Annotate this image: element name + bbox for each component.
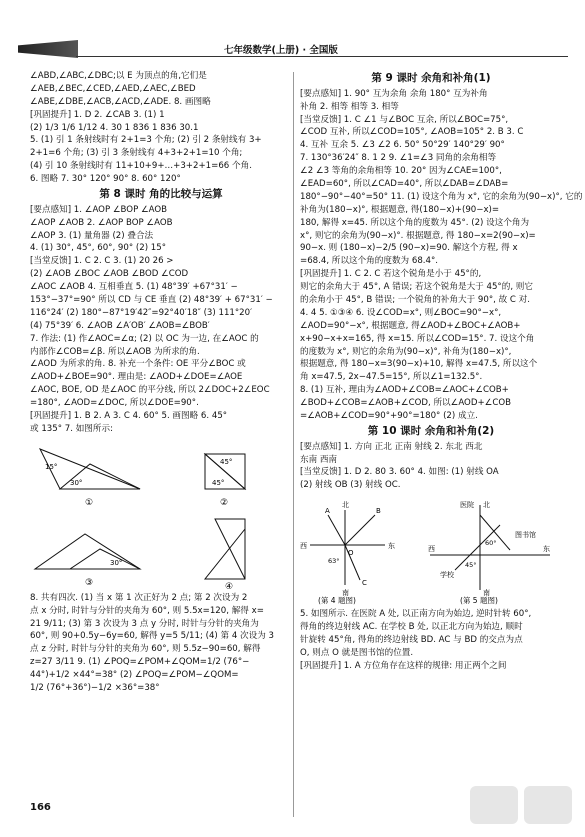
text-line: z=27 3/11 9. (1) ∠POQ=∠POM+∠QOM=1/2 (76°−: [30, 657, 250, 668]
text-line: ∠AOP ∠AOB 2. ∠AOP BOP ∠AOB: [30, 217, 173, 228]
text-line: 得角的终边射线 AC. 在学校 B 处, 以正北方向为始边, 顺时: [300, 622, 523, 633]
text-line: ∠ABE,∠DBE,∠ACB,∠ACD,∠ADE. 8. 画图略: [30, 96, 211, 107]
text-line: 4. 4 5. ①③④ 6. 设∠COD=x°, 则∠BOC=90°−x°,: [300, 307, 502, 318]
text-line: (2) 1/3 1/6 1/12 4. 30 1 836 1 836 30.1: [30, 122, 199, 133]
text-line: 180, 解得 x=45. 所以这个角的度数为 45°. (2) 设这个角为: [300, 217, 530, 228]
fig5-east: 东: [543, 545, 550, 554]
text-line: O, 则点 O 就是图书馆的位置.: [300, 647, 414, 658]
stars-decoration-icon: [18, 40, 78, 58]
text-line: [巩固提升] 1. B 2. A 3. C 4. 60° 5. 画图略 6. 45°: [30, 411, 228, 422]
section-title-9: 第 9 课时 余角和补角(1): [371, 72, 491, 84]
text-line: 153°−37°=90° 所以 CD 与 CE 垂直 (2) 48°39′ + 67°31′ −: [30, 295, 273, 305]
text-line: [巩固提升] 1. D 2. ∠CAB 3. (1) 1: [30, 109, 165, 120]
column-divider: [293, 72, 294, 817]
fig4-east: 东: [388, 542, 395, 551]
fig5-angle-45: 45°: [465, 561, 477, 570]
angle-label-45: 45°: [220, 457, 233, 466]
angle-label-30b: 30°: [110, 558, 123, 567]
text-line: [巩固提升] 1. A 方位角存在这样的规律: 用正两个之间: [300, 660, 507, 671]
text-line: 的度数为 x°, 则它的余角为(90−x)°, 补角为(180−x)°,: [300, 346, 512, 357]
text-line: 点 x 分时, 时针与分针的夹角为 60°, 则 5.5x=120, 解得 x=: [30, 605, 264, 616]
angle-label-15: 15°: [45, 462, 58, 471]
text-line: =180°, ∠AOD=∠DOC, 所以∠DOE=90°.: [30, 398, 199, 409]
text-line: [要点感知] 1. 方向 正北 正南 射线 2. 东北 西北: [300, 441, 483, 452]
text-line: [巩固提升] 1. C 2. C 若这个锐角是小于 45°的,: [300, 269, 482, 280]
text-line: 补角 2. 相等 相等 3. 相等: [300, 101, 399, 112]
text-line: 8. (1) 互补, 理由为∠AOD+∠COB=∠AOC+∠COB+: [300, 385, 509, 396]
figure-label-3: ③: [85, 577, 94, 588]
text-line: (4) 引 10 条射线时有 11+10+9+…+3+2+1=66 个角.: [30, 161, 252, 172]
triangle-3b: [70, 549, 140, 569]
text-line: x+90−x+x=165, 得 x=15. 所以∠COD=15°. 7. 设这个角: [300, 333, 535, 344]
fig5-caption: (第 5 题图): [460, 596, 498, 606]
text-line: (2) 射线 OB (3) 射线 OC.: [300, 480, 401, 491]
text-line: 21 9/11; (3) 第 3 次设为 3 点 y 分时, 时针与分针的夹角为: [30, 618, 259, 629]
triangle-4b: [205, 529, 245, 579]
text-line: ∠COD 互补, 所以∠COD=105°, ∠AOB=105° 2. B 3. C: [300, 127, 524, 138]
page-number: 166: [30, 802, 51, 813]
text-line: [当堂反馈] 1. D 2. 80 3. 60° 4. 如图: (1) 射线 OA: [300, 467, 499, 478]
section-title-8: 第 8 课时 角的比较与运算: [99, 188, 223, 201]
text-line: ∠AOD 为所求的角. 8. 补充一个条件: OE 平分∠BOC 或: [30, 359, 246, 370]
text-line: [当堂反馈] 1. C 2. C 3. (1) 20 26 >: [30, 256, 174, 267]
text-line: ∠EAD=60°, 所以∠CAD=40°, 所以∠DAB=∠DAB=: [300, 178, 509, 189]
fig5-school: 学校: [440, 571, 454, 580]
left-block-b: [30, 204, 292, 436]
text-line: 116°24′ (2) 180°−87°19′42″=92°40′18″ (3) 111°20′: [30, 307, 253, 318]
text-line: ∠ABD,∠ABC,∠DBC;以 E 为顶点的角,它们是: [30, 71, 207, 81]
section-title-10: 第 10 课时 余角和补角(2): [367, 424, 495, 437]
left-block-c: [30, 592, 292, 695]
right-column: [300, 70, 583, 673]
text-line: 针旋转 45°角, 得角的终边射线 BD. AC 与 BD 的交点为点: [300, 635, 523, 645]
page-header: [18, 40, 568, 60]
text-line: [要点感知] 1. 90° 互为余角 余角 180° 互为补角: [300, 88, 488, 99]
text-line: ∠AOP 3. (1) 量角器 (2) 叠合法: [30, 230, 154, 241]
triangle-figure-svg: [30, 439, 270, 589]
text-line: 东南 西南: [300, 454, 338, 465]
text-line: 44°)+1/2 ×44°=38° (2) ∠POQ=∠POM−∠QOM=: [30, 670, 239, 681]
text-line: 180°−90°−40°=50° 11. (1) 设这个角为 x°, 它的余角为(90−x)°, 它的: [300, 191, 583, 202]
fig4-caption: (第 4 题图): [318, 596, 356, 606]
text-line: 2+1=6 个角; (3) 引 3 条射线有 4+3+2+1=10 个角;: [30, 148, 243, 159]
text-line: [当堂反馈] 1. C ∠1 与∠BOC 互余, 所以∠BOC=75°,: [300, 114, 509, 125]
text-line: =∠AOB+∠COD=90°+90°=180° (2) 成立.: [300, 411, 478, 422]
text-line: 4. (1) 30°, 45°, 60°, 90° (2) 15°: [30, 243, 167, 254]
text-line: 点 z 分时, 时针与分针的夹角为 60°, 则 5.5z−90=60, 解得: [30, 644, 261, 655]
text-line: 的余角小于 45°, B 错误; 一个锐角的补角大于 90°, 故 C 对.: [300, 295, 530, 305]
fig5-south: 南: [483, 589, 490, 598]
text-line: 4. 互补 互余 5. ∠3 ∠2 6. 50° 50°29′ 140°29′ 90°: [300, 140, 505, 151]
text-line: 90−x. 则 (180−x)−2/5 (90−x)=90. 解这个方程, 得 x: [300, 243, 518, 254]
fig4-angle-63: 63°: [328, 557, 340, 566]
fig4-origin: O: [348, 549, 354, 558]
figure-label-2: ②: [220, 497, 229, 508]
text-line: 5. (1) 引 1 条射线时有 2+1=3 个角; (2) 引 2 条射线有 3+: [30, 135, 262, 146]
text-line: ∠AOD+∠BOE=90°. 理由是: ∠AOD+∠DOE=∠AOE: [30, 372, 243, 383]
text-line: 内部作∠COB=∠β. 所以∠AOB 为所求的角.: [30, 346, 200, 357]
fig5-hospital: 医院: [460, 501, 474, 510]
left-block-a: [30, 70, 292, 186]
compass-figures: [300, 495, 562, 605]
header-title: 七年级数学(上册) · 全国版: [224, 45, 338, 56]
text-line: (2) ∠AOB ∠BOC ∠AOB ∠BOD ∠COD: [30, 269, 189, 280]
fig5-angle-60: 60°: [485, 539, 497, 548]
text-line: 角 x=47.5, 2x−47.5=15°, 所以∠1=132.5°.: [300, 372, 483, 383]
fig5-west: 西: [428, 545, 435, 554]
text-line: 8. 共有四次. (1) 当 x 第 1 次正好为 2 点; 第 2 次设为 2: [30, 592, 248, 603]
angle-label-30: 30°: [70, 478, 83, 487]
figure-label-4: ④: [225, 581, 234, 589]
text-line: ∠AOC, BOE, OD 是∠AOC 的平分线, 所以 2∠DOC+2∠EOC: [30, 385, 270, 396]
fig5-north: 北: [483, 501, 490, 510]
fig4-point-c: C: [362, 579, 367, 588]
text-line: 1/2 (76°+36°)−1/2 ×36°=38°: [30, 683, 160, 694]
text-line: 则它的余角大于 45°, A 错误; 若这个锐角是大于 45°的, 则它: [300, 282, 533, 293]
text-line: 7. 130°36′24″ 8. 1 2 9. ∠1=∠3 同角的余角相等: [300, 153, 497, 164]
text-line: x°, 则它的余角为(90−x)°. 根据题意, 得 180−x=2(90−x)=: [300, 230, 536, 241]
compass-figure-svg: [300, 495, 562, 605]
text-line: 7. 作法: (1) 作∠AOC=∠α; (2) 以 OC 为一边, 在∠AOC 的: [30, 333, 259, 344]
text-line: ∠2 ∠3 等角的余角相等 10. 20° 因为∠CAE=100°,: [300, 166, 502, 177]
fig4-south: 南: [342, 589, 349, 598]
fig5-library: 图书馆: [515, 531, 536, 540]
text-line: ∠AEB,∠BEC,∠CED,∠AED,∠AEC,∠BED: [30, 83, 196, 94]
text-line: 60°, 则 90+0.5y−6y=60, 解得 y=5 5/11; (4) 第 4 次设为 3: [30, 631, 275, 642]
watermark-logo-icon: [468, 780, 578, 830]
triangle-figures: [30, 439, 292, 589]
triangle-4a: [215, 519, 245, 579]
right-block-b: [300, 441, 562, 493]
text-line: 5. 如图所示. 在医院 A 处, 以正南方向为始边, 逆时针转 60°,: [300, 609, 532, 620]
text-line: ∠AOD=90°−x°, 根据题意, 得∠AOD+∠BOC+∠AOB+: [300, 320, 521, 331]
left-column: [30, 70, 292, 695]
angle-label-45b: 45°: [212, 478, 225, 487]
text-line: ∠BOD+∠COB=∠AOB+∠COD, 所以∠AOD+∠COB: [300, 398, 512, 409]
header-rule: [76, 44, 568, 57]
text-line: 6. 图略 7. 30° 120° 90° 8. 60° 120°: [30, 174, 181, 185]
text-line: =68.4, 所以这个角的度数为 68.4°.: [300, 256, 439, 267]
text-line: 或 135° 7. 如图所示:: [30, 423, 113, 434]
text-line: 根据题意, 得 180−x=3(90−x)+10, 解得 x=47.5, 所以这个: [300, 359, 538, 370]
fig4-north: 北: [342, 501, 349, 510]
fig4-west: 西: [300, 542, 307, 551]
text-line: [要点感知] 1. ∠AOP ∠BOP ∠AOB: [30, 204, 168, 215]
text-line: ∠AOC ∠AOB 4. 互相垂直 5. (1) 48°39′ +67°31′ −: [30, 282, 238, 293]
right-block-c: [300, 608, 562, 672]
right-block-a: [300, 88, 583, 423]
triangle-3a: [35, 534, 140, 569]
fig4-point-a: A: [325, 507, 330, 516]
figure-label-1: ①: [85, 497, 94, 508]
fig4-point-b: B: [376, 507, 381, 516]
text-line: (4) 75°39′ 6. ∠AOB ∠A′OB′ ∠AOB=∠BOB′: [30, 320, 210, 331]
text-line: 补角为(180−x)°, 根据题意, 得(180−x)+(90−x)=: [300, 204, 500, 215]
